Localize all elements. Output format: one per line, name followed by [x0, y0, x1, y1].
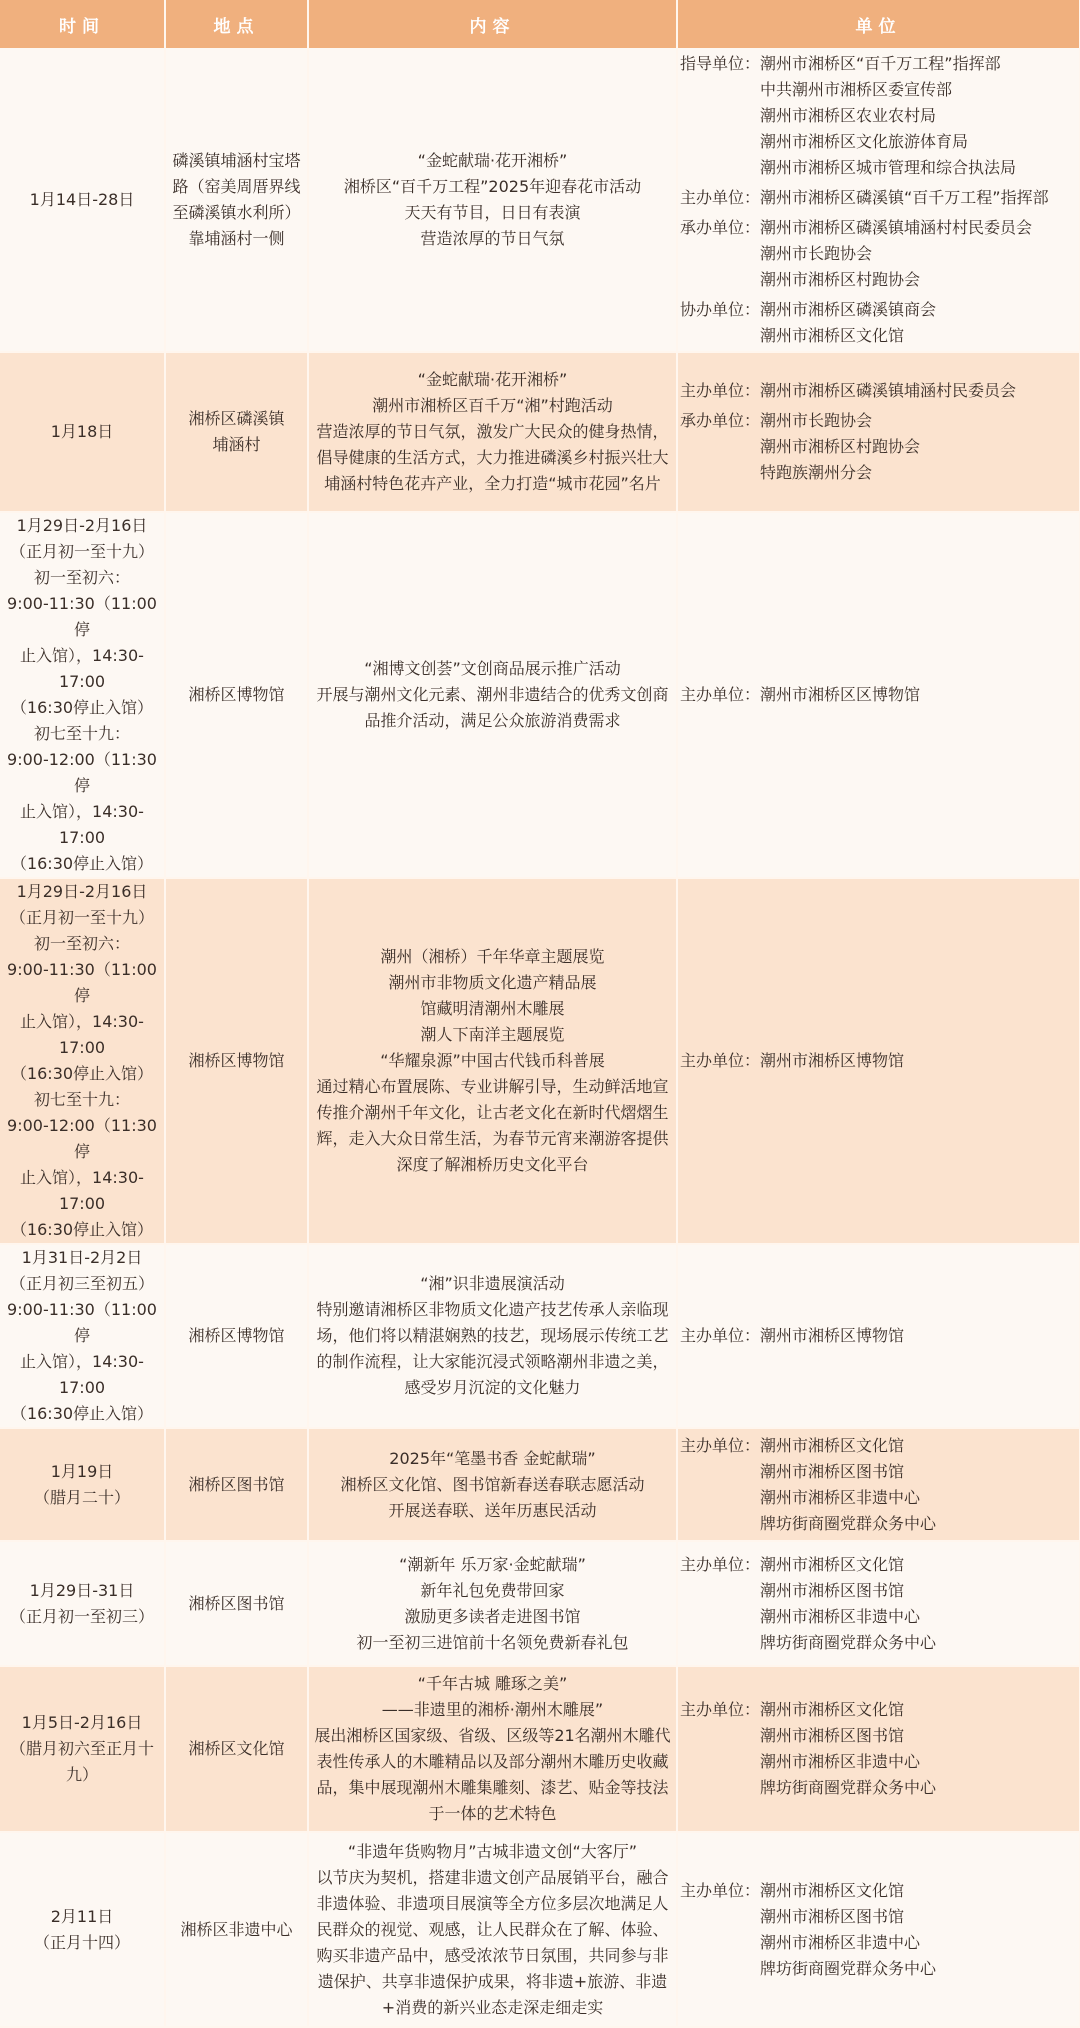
unit-names — [760, 1552, 1075, 1656]
unit-name: 潮州市湘桥区图书馆 — [760, 1906, 905, 1926]
unit-group — [680, 185, 1075, 211]
time-cell-line: 9:00-11:30（11:00停 — [7, 1300, 157, 1345]
unit-name: 特跑族潮州分会 — [760, 463, 873, 482]
content-cell-line: 湘桥区“百千万工程”2025年迎春花市活动 — [343, 176, 642, 196]
place-cell-line: 埔涵村 — [212, 435, 261, 454]
table-body — [0, 48, 1080, 2027]
place-cell-line: 湘桥区文化馆 — [188, 1739, 285, 1758]
time-cell-line: 止入馆），14:30-17:00 — [20, 802, 144, 847]
table-row — [0, 48, 1080, 352]
content-cell-line: ——非遗里的湘桥·潮州木雕展” — [381, 1700, 604, 1719]
unit-role-label: 主办单位： — [680, 1554, 761, 1574]
content-cell — [308, 512, 677, 878]
content-cell-line: 营造浓厚的节日气氛 — [420, 228, 565, 248]
content-cell-line: “湘”识非遗展演活动 — [420, 1274, 565, 1293]
unit-cell — [677, 878, 1080, 1244]
unit-group — [680, 1433, 1075, 1537]
time-cell-line: （16:30停止入馆） — [10, 1064, 154, 1083]
time-cell-line: 1月29日-2月16日 — [16, 882, 148, 901]
content-cell-line: 民群众的视觉、观感，让人民群众在了解、体验、 — [316, 1919, 669, 1939]
content-cell-line: “华耀泉源”中国古代钱币科普展 — [380, 1051, 605, 1070]
place-cell-line: 至磷溪镇水利所） — [172, 202, 301, 222]
unit-name: 潮州市湘桥区图书馆 — [760, 1461, 905, 1481]
table-row — [0, 1666, 1080, 1832]
place-cell-line: 湘桥区图书馆 — [188, 1474, 285, 1494]
content-cell — [308, 352, 677, 512]
unit-names — [760, 1048, 1075, 1074]
content-cell-line: 潮人下南洋主题展览 — [420, 1025, 565, 1044]
table-row — [0, 512, 1080, 878]
unit-name: 潮州市湘桥区图书馆 — [760, 1726, 905, 1745]
time-cell-line: 初七至十九： — [33, 724, 130, 743]
unit-cell — [677, 48, 1080, 352]
unit-name: 潮州市湘桥区文化旅游体育局 — [760, 131, 969, 151]
place-cell-line: 湘桥区博物馆 — [188, 1326, 285, 1345]
header-unit: 单位 — [677, 0, 1080, 48]
unit-role-label: 主办单位： — [680, 1435, 761, 1455]
unit-group — [680, 1697, 1075, 1801]
content-cell — [308, 48, 677, 352]
content-cell-line: “千年古城 雕琢之美” — [417, 1674, 568, 1693]
content-cell-line: 感受岁月沉淀的文化魅力 — [404, 1378, 581, 1397]
unit-name: 潮州市湘桥区文化馆 — [760, 1700, 905, 1719]
time-cell — [0, 1244, 165, 1428]
content-cell-line: 深度了解湘桥历史文化平台 — [396, 1155, 589, 1174]
unit-name: 潮州市湘桥区文化馆 — [760, 1554, 905, 1574]
unit-cell — [677, 1832, 1080, 2027]
time-cell-line: （正月十四） — [33, 1932, 130, 1952]
time-cell-line: （16:30停止入馆） — [10, 1220, 154, 1239]
content-cell-line: 潮州市非物质文化遗产精品展 — [388, 973, 597, 992]
content-cell-line: 辉，走入大众日常生活，为春节元宵来潮游客提供 — [316, 1129, 669, 1148]
place-cell-line: 磷溪镇埔涵村宝塔 — [172, 150, 301, 170]
table-row — [0, 1244, 1080, 1428]
time-cell-line: 1月5日-2月16日 — [21, 1713, 143, 1732]
content-cell-line: 营造浓厚的节日气氛，激发广大民众的健身热情， — [316, 422, 669, 441]
time-cell — [0, 512, 165, 878]
unit-name: 潮州市湘桥区非遗中心 — [760, 1932, 921, 1952]
unit-name: 潮州市湘桥区城市管理和综合执法局 — [760, 157, 1017, 177]
unit-names — [760, 682, 1075, 708]
table-row — [0, 878, 1080, 1244]
unit-name: 牌坊街商圈党群众务中心 — [760, 1778, 937, 1797]
place-cell — [165, 352, 308, 512]
time-cell — [0, 878, 165, 1244]
content-cell-line: 非遗体验、非遗项目展演等全方位多层次地满足人 — [316, 1893, 669, 1913]
content-cell-line: 表性传承人的木雕精品以及部分潮州木雕历史收藏 — [316, 1752, 669, 1771]
content-cell-line: 通过精心布置展陈、专业讲解引导，生动鲜活地宣 — [316, 1077, 669, 1096]
unit-role-label: 主办单位： — [680, 187, 761, 207]
unit-group — [680, 1878, 1075, 1982]
place-cell — [165, 1244, 308, 1428]
place-cell-line: 路（窑美周厝界线 — [172, 176, 301, 196]
time-cell — [0, 1666, 165, 1832]
unit-role-label: 承办单位： — [680, 217, 761, 237]
time-cell-line: 1月19日 — [50, 1461, 114, 1481]
time-cell-line: 9:00-12:00（11:30停 — [7, 1116, 157, 1161]
time-cell — [0, 1832, 165, 2027]
unit-role-label: 协办单位： — [680, 299, 761, 319]
content-cell-line: 品推介活动，满足公众旅游消费需求 — [364, 711, 621, 730]
time-cell-line: （16:30停止入馆） — [10, 1404, 154, 1423]
content-cell-line: 传推介潮州千年文化，让古老文化在新时代熠熠生 — [316, 1103, 669, 1122]
time-cell-line: 1月29日-2月16日 — [16, 516, 148, 535]
header-place: 地点 — [165, 0, 308, 48]
unit-role-label: 主办单位： — [680, 381, 761, 400]
place-cell-line: 湘桥区图书馆 — [188, 1593, 285, 1613]
time-cell-line: 1月31日-2月2日 — [21, 1248, 143, 1267]
content-cell — [308, 1666, 677, 1832]
unit-name: 潮州市湘桥区文化馆 — [760, 1880, 905, 1900]
table-row — [0, 1832, 1080, 2027]
unit-name: 潮州市湘桥区博物馆 — [760, 1051, 905, 1070]
unit-cell — [677, 352, 1080, 512]
unit-name: 潮州市湘桥区文化馆 — [760, 1435, 905, 1455]
unit-names — [760, 378, 1075, 404]
time-cell-line: 九） — [65, 1765, 98, 1784]
unit-group — [680, 297, 1075, 349]
place-cell — [165, 1666, 308, 1832]
table-row — [0, 1541, 1080, 1666]
content-cell-line: 埔涵村特色花卉产业，全力打造“城市花园”名片 — [324, 474, 661, 493]
place-cell — [165, 1541, 308, 1666]
unit-role-label: 主办单位： — [680, 1051, 761, 1070]
unit-group — [680, 1552, 1075, 1656]
time-cell-line: 止入馆），14:30-17:00 — [20, 1012, 144, 1057]
time-cell-line: 止入馆），14:30-17:00 — [20, 1168, 144, 1213]
content-cell-line: 开展送春联、送年历惠民活动 — [388, 1500, 597, 1520]
unit-name: 潮州市湘桥区磷溪镇“百千万工程”指挥部 — [760, 187, 1049, 207]
time-cell-line: （16:30停止入馆） — [10, 698, 154, 717]
time-cell-line: 9:00-11:30（11:00停 — [7, 594, 157, 639]
content-cell-line: “金蛇献瑞·花开湘桥” — [417, 150, 568, 170]
content-cell-line: 购买非遗产品中，感受浓浓节日氛围，共同参与非 — [316, 1945, 669, 1965]
time-cell-line: （腊月二十） — [33, 1487, 130, 1507]
unit-group — [680, 682, 1075, 708]
unit-names — [760, 1323, 1075, 1349]
place-cell-line: 湘桥区博物馆 — [188, 1051, 285, 1070]
unit-names — [760, 51, 1075, 181]
unit-role-label: 主办单位： — [680, 1880, 761, 1900]
content-cell-line: 展出湘桥区国家级、省级、区级等21名潮州木雕代 — [314, 1726, 671, 1745]
content-cell-line: “湘博文创荟”文创商品展示推广活动 — [364, 659, 621, 678]
unit-role-label: 主办单位： — [680, 1326, 761, 1345]
place-cell-line: 湘桥区磷溪镇 — [188, 409, 285, 428]
unit-role-label: 承办单位： — [680, 411, 761, 430]
unit-group — [680, 1323, 1075, 1349]
unit-cell — [677, 1244, 1080, 1428]
unit-name: 潮州市湘桥区村跑协会 — [760, 269, 921, 289]
time-cell — [0, 352, 165, 512]
time-cell-line: 1月14日-28日 — [29, 189, 135, 209]
unit-cell — [677, 1541, 1080, 1666]
content-cell-line: 潮州（湘桥）千年华章主题展览 — [380, 947, 605, 966]
unit-role-label: 主办单位： — [680, 685, 761, 704]
content-cell-line: 倡导健康的生活方式，大力推进磷溪乡村振兴壮大 — [316, 448, 669, 467]
content-cell-line: 馆藏明清潮州木雕展 — [420, 999, 565, 1018]
content-cell-line: 特别邀请湘桥区非物质文化遗产技艺传承人亲临现 — [316, 1300, 669, 1319]
table-row — [0, 1428, 1080, 1541]
unit-name: 牌坊街商圈党群众务中心 — [760, 1513, 937, 1533]
place-cell-line: 湘桥区博物馆 — [188, 685, 285, 704]
content-cell-line: 湘桥区文化馆、图书馆新春送春联志愿活动 — [340, 1474, 645, 1494]
unit-group — [680, 408, 1075, 486]
unit-names — [760, 297, 1075, 349]
unit-names — [760, 215, 1075, 293]
content-cell-line: 的制作流程，让大家能沉浸式领略潮州非遗之美， — [316, 1352, 669, 1371]
content-cell — [308, 1541, 677, 1666]
time-cell-line: （正月初一至初三） — [9, 1606, 154, 1626]
content-cell-line: 开展与潮州文化元素、潮州非遗结合的优秀文创商 — [316, 685, 669, 704]
unit-names — [760, 185, 1075, 211]
content-cell-line: 2025年“笔墨书香 金蛇献瑞” — [389, 1448, 596, 1468]
content-cell-line: 初一至初三进馆前十名领免费新春礼包 — [356, 1632, 629, 1652]
content-cell-line: 场，他们将以精湛娴熟的技艺，现场展示传统工艺 — [316, 1326, 669, 1345]
place-cell-line: 湘桥区非遗中心 — [180, 1919, 293, 1939]
unit-name: 潮州市湘桥区文化馆 — [760, 325, 905, 345]
content-cell-line: 品，集中展现潮州木雕集雕刻、漆艺、贴金等技法 — [316, 1778, 669, 1797]
unit-name: 潮州市湘桥区博物馆 — [760, 1326, 905, 1345]
content-cell-line: 天天有节目，日日有表演 — [404, 202, 581, 222]
unit-name: 潮州市湘桥区磷溪镇埔涵村村民委员会 — [760, 217, 1033, 237]
time-cell-line: （16:30停止入馆） — [10, 854, 154, 873]
content-cell-line: “非遗年货购物月”古城非遗文创“大客厅” — [347, 1841, 638, 1861]
unit-name: 潮州市湘桥区磷溪镇埔涵村民委员会 — [760, 381, 1017, 400]
content-cell — [308, 878, 677, 1244]
content-cell — [308, 1244, 677, 1428]
unit-name: 潮州市湘桥区非遗中心 — [760, 1487, 921, 1507]
content-cell-line: “潮新年 乐万家·金蛇献瑞” — [399, 1554, 586, 1574]
unit-name: 中共潮州市湘桥区委宣传部 — [760, 79, 953, 99]
unit-names — [760, 1433, 1075, 1537]
time-cell-line: （正月初一至十九） — [9, 542, 154, 561]
unit-group — [680, 378, 1075, 404]
unit-role-label: 主办单位： — [680, 1700, 761, 1719]
time-cell-line: 9:00-12:00（11:30停 — [7, 750, 157, 795]
unit-name: 潮州市湘桥区非遗中心 — [760, 1752, 921, 1771]
time-cell-line: 止入馆），14:30-17:00 — [20, 1352, 144, 1397]
unit-name: 潮州市长跑协会 — [760, 411, 873, 430]
unit-cell — [677, 512, 1080, 878]
content-cell — [308, 1428, 677, 1541]
time-cell-line: （正月初一至十九） — [9, 908, 154, 927]
place-cell — [165, 48, 308, 352]
unit-names — [760, 1878, 1075, 1982]
place-cell — [165, 1832, 308, 2027]
place-cell — [165, 878, 308, 1244]
time-cell-line: 2月11日 — [50, 1906, 114, 1926]
time-cell-line: 9:00-11:30（11:00停 — [7, 960, 157, 1005]
content-cell-line: 遗保护、共享非遗保护成果，将非遗+旅游、非遗 — [317, 1971, 668, 1991]
time-cell — [0, 48, 165, 352]
unit-name: 牌坊街商圈党群众务中心 — [760, 1958, 937, 1978]
unit-group — [680, 1048, 1075, 1074]
table-header-row — [0, 0, 1080, 48]
content-cell-line: 新年礼包免费带回家 — [420, 1580, 565, 1600]
table-row — [0, 352, 1080, 512]
time-cell-line: 初一至初六： — [33, 568, 130, 587]
unit-group — [680, 215, 1075, 293]
place-cell — [165, 512, 308, 878]
time-cell-line: （腊月初六至正月十 — [9, 1739, 154, 1758]
unit-name: 潮州市湘桥区农业农村局 — [760, 105, 937, 125]
unit-names — [760, 408, 1075, 486]
unit-name: 潮州市湘桥区区博物馆 — [760, 685, 921, 704]
time-cell-line: 止入馆），14:30-17:00 — [20, 646, 144, 691]
unit-name: 潮州市湘桥区图书馆 — [760, 1580, 905, 1600]
unit-name: 潮州市湘桥区村跑协会 — [760, 437, 921, 456]
time-cell-line: 1月29日-31日 — [29, 1580, 135, 1600]
unit-names — [760, 1697, 1075, 1801]
time-cell — [0, 1541, 165, 1666]
time-cell-line: （正月初三至初五） — [9, 1274, 154, 1293]
content-cell-line: 以节庆为契机，搭建非遗文创产品展销平台，融合 — [316, 1867, 669, 1887]
unit-name: 潮州市湘桥区非遗中心 — [760, 1606, 921, 1626]
header-time: 时间 — [0, 0, 165, 48]
content-cell-line: 潮州市湘桥区百千万“湘”村跑活动 — [372, 396, 613, 415]
time-cell-line: 初一至初六： — [33, 934, 130, 953]
unit-name: 潮州市湘桥区磷溪镇商会 — [760, 299, 937, 319]
content-cell-line: 于一体的艺术特色 — [428, 1804, 557, 1823]
time-cell — [0, 1428, 165, 1541]
content-cell — [308, 1832, 677, 2027]
unit-name: 潮州市湘桥区“百千万工程”指挥部 — [760, 53, 1001, 73]
unit-name: 牌坊街商圈党群众务中心 — [760, 1632, 937, 1652]
header-content: 内容 — [308, 0, 677, 48]
time-cell-line: 初七至十九： — [33, 1090, 130, 1109]
place-cell-line: 靠埔涵村一侧 — [188, 228, 285, 248]
time-cell-line: 1月18日 — [50, 422, 114, 441]
content-cell-line: +消费的新兴业态走深走细走实 — [381, 1997, 604, 2017]
content-cell-line: “金蛇献瑞·花开湘桥” — [417, 370, 568, 389]
place-cell — [165, 1428, 308, 1541]
unit-name: 潮州市长跑协会 — [760, 243, 873, 263]
unit-cell — [677, 1666, 1080, 1832]
unit-cell — [677, 1428, 1080, 1541]
unit-group — [680, 51, 1075, 181]
content-cell-line: 激励更多读者走进图书馆 — [404, 1606, 581, 1626]
unit-role-label: 指导单位： — [680, 53, 761, 73]
